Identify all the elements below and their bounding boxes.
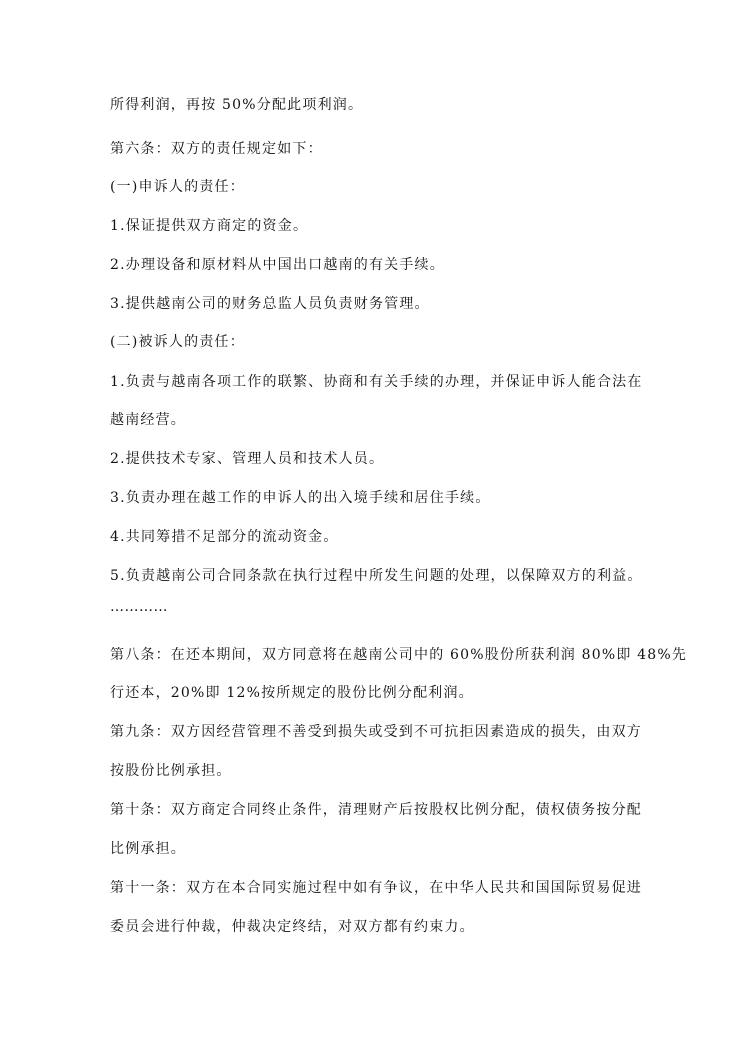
section-complainant-heading: (一)申诉人的责任： xyxy=(110,179,245,195)
article-8: 第八条：在还本期间，双方同意将在越南公司中的 60%股份所获利润 80%即 48%先 xyxy=(110,647,688,663)
respondent-item-2: 2.提供技术专家、管理人员和技术人员。 xyxy=(110,451,385,467)
complainant-item-1: 1.保证提供双方商定的资金。 xyxy=(110,218,309,234)
article-9-cont: 按股份比例承担。 xyxy=(110,763,232,779)
complainant-item-3: 3.提供越南公司的财务总监人员负责财务管理。 xyxy=(110,296,430,312)
respondent-item-5: 5.负责越南公司合同条款在执行过程中所发生问题的处理，以保障双方的利益。 xyxy=(110,568,643,584)
respondent-item-1: 1.负责与越南各项工作的联繁、协商和有关手续的办理，并保证申诉人能合法在 xyxy=(110,374,643,390)
text-line-continuation: 所得利润，再按 50%分配此项利润。 xyxy=(110,97,364,113)
respondent-item-4: 4.共同筹措不足部分的流动资金。 xyxy=(110,529,339,545)
ellipsis-separator: ………… xyxy=(110,599,168,615)
respondent-item-3: 3.负责办理在越工作的申诉人的出入境手续和居住手续。 xyxy=(110,490,491,506)
article-6-heading: 第六条：双方的责任规定如下： xyxy=(110,141,323,157)
respondent-item-1-cont: 越南经营。 xyxy=(110,412,186,428)
article-10-cont: 比例承担。 xyxy=(110,841,186,857)
section-respondent-heading: (二)被诉人的责任： xyxy=(110,334,245,350)
article-10: 第十条：双方商定合同终止条件，清理财产后按股权比例分配，债权债务按分配 xyxy=(110,802,642,818)
article-8-cont: 行还本，20%即 12%按所规定的股份比例分配利润。 xyxy=(110,685,474,701)
article-11-cont: 委员会进行仲裁，仲裁决定终结，对双方都有约束力。 xyxy=(110,919,475,935)
article-11: 第十一条：双方在本合同实施过程中如有争议，在中华人民共和国国际贸易促进 xyxy=(110,880,642,896)
complainant-item-2: 2.办理设备和原材料从中国出口越南的有关手续。 xyxy=(110,257,445,273)
article-9: 第九条：双方因经营管理不善受到损失或受到不可抗拒因素造成的损失，由双方 xyxy=(110,724,642,740)
